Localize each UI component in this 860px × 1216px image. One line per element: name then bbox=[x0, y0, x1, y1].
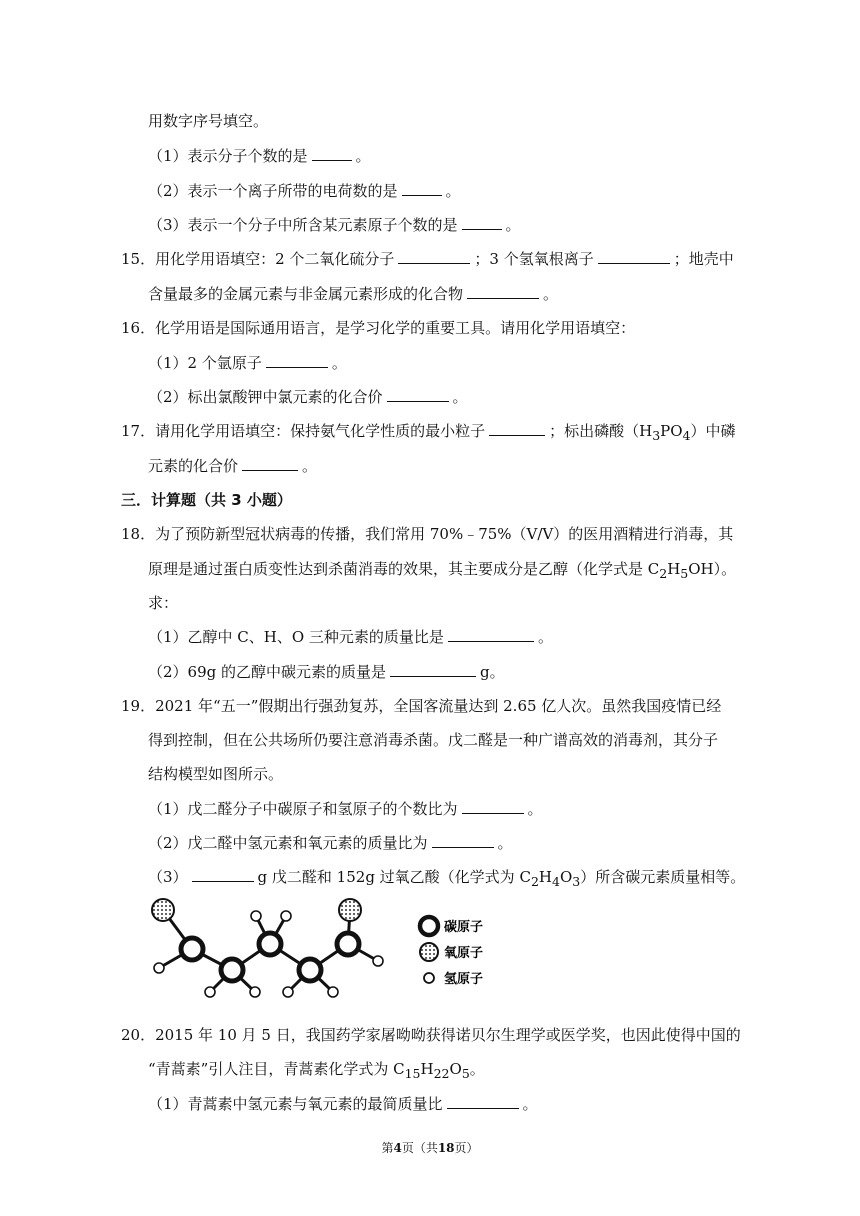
q14-sub3: （3）表示一个分子中所含某元素原子个数的是 。 bbox=[148, 216, 521, 234]
legend-carbon-label: 碳原子 bbox=[444, 920, 484, 935]
q15-line2: 含量最多的金属元素与非金属元素形成的化合物 。 bbox=[148, 285, 559, 303]
q19-line3: 结构模型如图所示。 bbox=[148, 765, 284, 783]
q18-sub2: （2）69g 的乙醇中碳元素的质量是 g。 bbox=[148, 663, 505, 681]
answer-blank[interactable] bbox=[432, 833, 494, 848]
q16-stem: 16．化学用语是国际通用语言，是学习化学的重要工具。请用化学用语填空： bbox=[121, 319, 636, 337]
legend-oxygen-label: 氧原子 bbox=[444, 946, 484, 961]
page-footer: 第4页（共18页） bbox=[381, 1141, 479, 1155]
section-heading: 三．计算题（共 3 小题） bbox=[121, 491, 292, 509]
q18-line1: 18．为了预防新型冠状病毒的传播，我们常用 70%﹣75%（V/V）的医用酒精进行消毒，其 bbox=[121, 525, 734, 543]
q19-sub1: （1）戊二醛分子中碳原子和氢原子的个数比为 。 bbox=[148, 800, 543, 818]
q18-line2: 原理是通过蛋白质变性达到杀菌消毒的效果，其主要成分是乙醇（化学式是 $C_2H_5OH$）。 bbox=[148, 560, 737, 581]
answer-blank[interactable] bbox=[448, 627, 534, 642]
answer-blank[interactable] bbox=[398, 249, 470, 264]
carbon-legend-icon bbox=[420, 917, 438, 935]
q16-sub2: （2）标出氯酸钾中氯元素的化合价 。 bbox=[148, 388, 468, 406]
answer-blank[interactable] bbox=[447, 1094, 519, 1109]
answer-blank[interactable] bbox=[462, 799, 524, 814]
q19-line1: 19．2021 年“五一”假期出行强劲复苏，全国客流量达到 2.65 亿人次。虽然我国疫情已经 bbox=[121, 697, 722, 715]
hydrogen-legend-icon bbox=[424, 973, 434, 983]
q16-sub1: （1）2 个氩原子 。 bbox=[148, 354, 347, 372]
oxygen-legend-icon bbox=[420, 943, 438, 961]
q19-line2: 得到控制，但在公共场所仍要注意消毒杀菌。戊二醛是一种广谱高效的消毒剂，其分子 bbox=[148, 731, 719, 749]
q19-sub3: （3） g 戊二醛和 152g 过氧乙酸（化学式为 $C_2H_4O_3$）所含碳元素质量相等。 bbox=[148, 868, 746, 889]
q18-line3: 求： bbox=[148, 594, 179, 612]
q19-sub2: （2）戊二醛中氢元素和氧元素的质量比为 。 bbox=[148, 834, 513, 852]
q15-line1: 15．用化学用语填空：2 个二氧化硫分子 ；3 个氢氧根离子 ；地壳中 bbox=[121, 250, 734, 268]
answer-blank[interactable] bbox=[266, 353, 328, 368]
answer-blank[interactable] bbox=[390, 662, 476, 677]
q20-sub1: （1）青蒿素中氢元素与氧元素的最简质量比 。 bbox=[148, 1095, 538, 1113]
answer-blank[interactable] bbox=[598, 249, 670, 264]
instruction: 用数字序号填空。 bbox=[148, 112, 269, 130]
legend-hydrogen-label: 氢原子 bbox=[444, 972, 484, 987]
q18-sub1: （1）乙醇中 C、H、O 三种元素的质量比是 。 bbox=[148, 628, 553, 646]
q17-line1: 17．请用化学用语填空：保持氨气化学性质的最小粒子 ；标出磷酸$(H_3PO_4)$中磷 bbox=[121, 422, 736, 443]
molecule-diagram bbox=[140, 888, 500, 1008]
answer-blank[interactable] bbox=[462, 215, 502, 230]
answer-blank[interactable] bbox=[312, 146, 352, 161]
q17-line2: 元素的化合价 。 bbox=[148, 457, 318, 475]
answer-blank[interactable] bbox=[489, 421, 545, 436]
answer-blank[interactable] bbox=[467, 284, 539, 299]
legend bbox=[420, 917, 483, 987]
q14-sub1: （1）表示分子个数的是 。 bbox=[148, 147, 371, 165]
q14-sub2: （2）表示一个离子所带的电荷数的是 。 bbox=[148, 182, 461, 200]
q20-line2: “青蒿素”引人注目，青蒿素化学式为 $C_{15}H_{22}O_5$。 bbox=[148, 1060, 485, 1081]
q20-line1: 20．2015 年 10 月 5 日，我国药学家屠呦呦获得诺贝尔生理学或医学奖，也因此使得中国的 bbox=[121, 1026, 741, 1044]
answer-blank[interactable] bbox=[192, 867, 254, 882]
answer-blank[interactable] bbox=[387, 387, 449, 402]
answer-blank[interactable] bbox=[402, 181, 442, 196]
answer-blank[interactable] bbox=[242, 456, 298, 471]
